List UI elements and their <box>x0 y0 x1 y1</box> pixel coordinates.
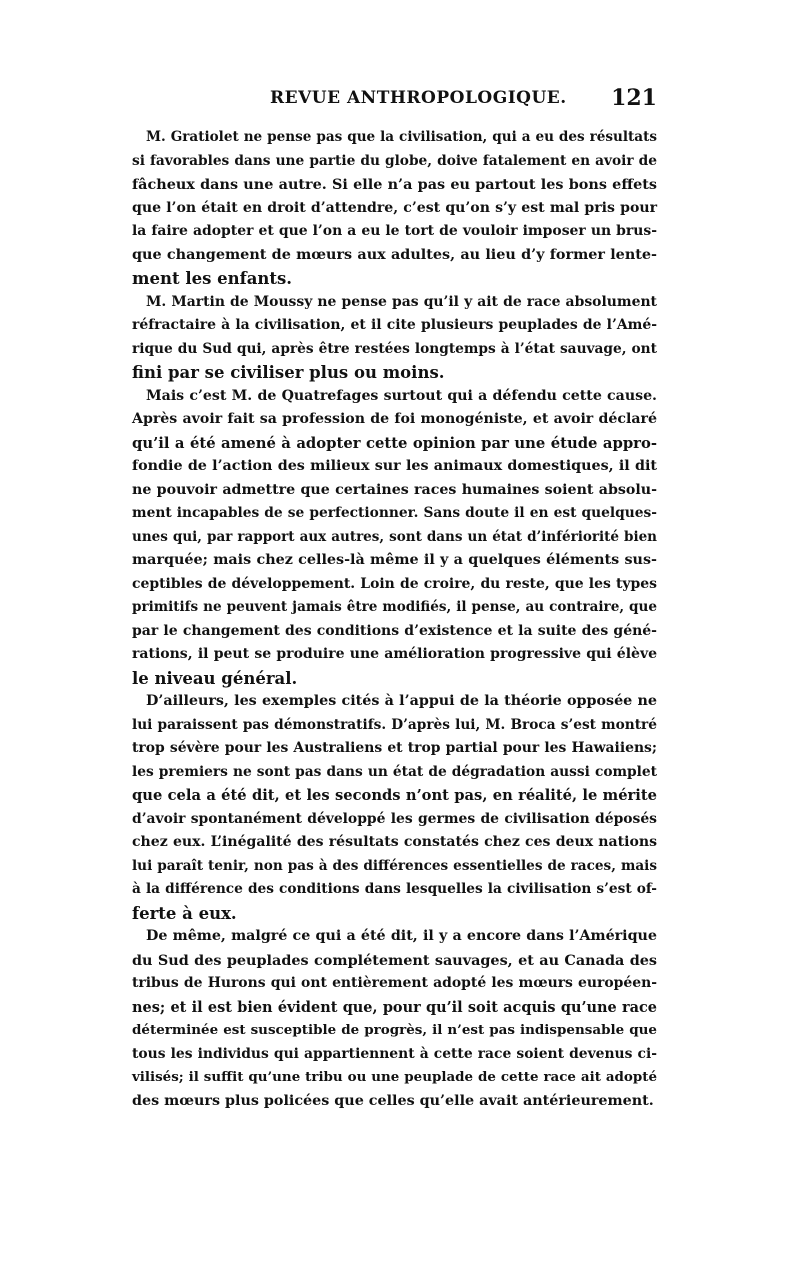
text-line: si favorables dans une partie du globe, doive fatalement en avoir de <box>132 152 657 169</box>
text-line: ne pouvoir admettre que certaines races humaines soient absolu- <box>132 481 657 498</box>
text-line: que cela a été dit, et les seconds n’ont pas, en réalité, le mérite <box>132 787 657 804</box>
text-line: lui paraît tenir, non pas à des différences essentielles de races, mais <box>132 857 657 874</box>
text-line: rations, il peut se produire une amélioration progressive qui élève <box>132 646 657 662</box>
text-line: ferte à eux. <box>132 903 237 923</box>
text-line: qu’il a été amené à adopter cette opinion par une étude appro- <box>132 434 657 452</box>
text-line: marquée; mais chez celles-là même il y a quelques éléments sus- <box>132 552 657 568</box>
text-line: vilisés; il suffit qu’une tribu ou une peuplade de cette race ait adopté <box>132 1069 657 1085</box>
text-line: du Sud des peuplades complétement sauvages, et au Canada des <box>132 951 657 969</box>
text-line: chez eux. L’inégalité des résultats constatés chez ces deux nations <box>132 834 657 850</box>
text-line: réfractaire à la civilisation, et il cite plusieurs peuplades de l’Amé- <box>132 317 657 333</box>
text-line: lui paraissent pas démonstratifs. D’après lui, M. Broca s’est montré <box>132 716 657 733</box>
text-line: trop sévère pour les Australiens et trop partial pour les Hawaiiens; <box>132 740 657 756</box>
text-line: déterminée est susceptible de progrès, il n’est pas indispensable que <box>132 1022 657 1038</box>
text-line: Mais c’est M. de Quatrefages surtout qui a défendu cette cause. <box>146 387 657 404</box>
text-line: ceptibles de développement. Loin de croire, du reste, que les types <box>132 575 657 592</box>
text-line: tribus de Hurons qui ont entièrement adopté les mœurs européen- <box>132 975 657 991</box>
text-line: à la différence des conditions dans lesquelles la civilisation s’est of- <box>132 881 657 897</box>
text-line: nes; et il est bien évident que, pour qu’il soit acquis qu’une race <box>132 998 657 1016</box>
page-header <box>130 85 657 114</box>
text-line: primitifs ne peuvent jamais être modifiés, il pense, au contraire, que <box>132 599 657 615</box>
text-line: fondie de l’action des milieux sur les animaux domestiques, il dit <box>132 458 657 474</box>
running-head: REVUE ANTHROPOLOGIQUE. <box>270 88 567 108</box>
text-line: d’avoir spontanément développé les germes de civilisation déposés <box>132 810 657 827</box>
body-text <box>132 126 657 1113</box>
text-line: D’ailleurs, les exemples cités à l’appui de la théorie opposée ne <box>146 693 657 709</box>
text-line: les premiers ne sont pas dans un état de dégradation aussi complet <box>132 763 657 780</box>
text-line: M. Gratiolet ne pense pas que la civilisation, qui a eu des résultats <box>146 129 657 145</box>
text-line: le niveau général. <box>132 668 298 688</box>
text-line: M. Martin de Moussy ne pense pas qu’il y ait de race absolument <box>146 293 657 310</box>
text-line: la faire adopter et que l’on a eu le tort de vouloir imposer un brus- <box>132 223 657 239</box>
text-line: rique du Sud qui, après être restées longtemps à l’état sauvage, ont <box>132 340 657 357</box>
text-line: des mœurs plus policées que celles qu’elle avait antérieurement. <box>132 1092 654 1109</box>
text-line: ment les enfants. <box>132 269 293 288</box>
text-line: De même, malgré ce qui a été dit, il y a encore dans l’Amérique <box>146 928 657 944</box>
text-line: unes qui, par rapport aux autres, sont dans un état d’infériorité bien <box>132 528 657 545</box>
text-line: tous les individus qui appartiennent à cette race soient devenus ci- <box>132 1045 657 1062</box>
text-line: fâcheux dans une autre. Si elle n’a pas eu partout les bons effets <box>132 176 657 193</box>
text-line: fini par se civiliser plus ou moins. <box>132 363 445 382</box>
page-number: 121 <box>611 85 657 111</box>
text-line: que changement de mœurs aux adultes, au lieu d’y former lente- <box>132 246 657 263</box>
text-line: Après avoir fait sa profession de foi monogéniste, et avoir déclaré <box>132 411 657 427</box>
text-line: ment incapables de se perfectionner. Sans doute il en est quelques- <box>132 505 657 521</box>
text-line: par le changement des conditions d’existence et la suite des géné- <box>132 622 657 639</box>
text-line: que l’on était en droit d’attendre, c’est qu’on s’y est mal pris pour <box>132 199 657 216</box>
